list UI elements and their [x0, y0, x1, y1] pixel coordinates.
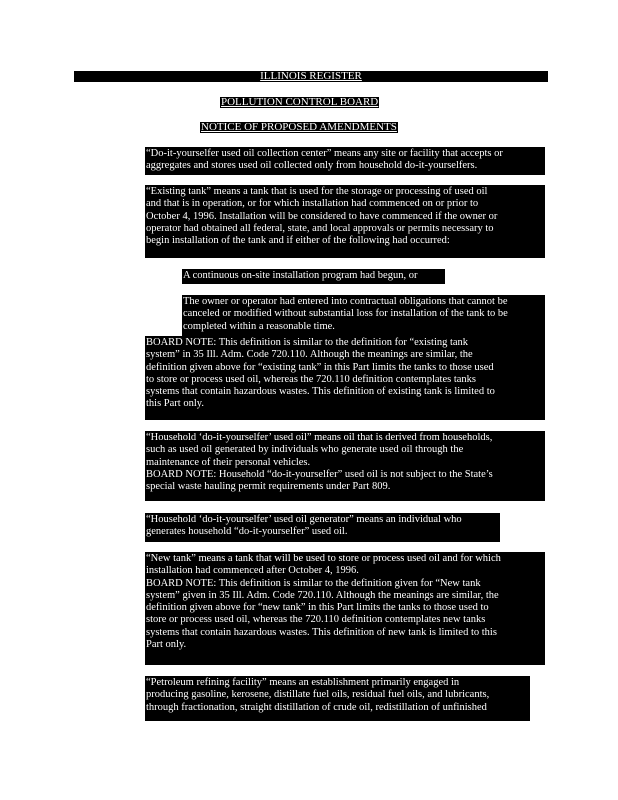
text-line: begin installation of the tank and if either of the following had occurred:: [146, 235, 450, 247]
definition-existing-tank-item-b: [182, 295, 545, 337]
text-line: October 4, 1996. Installation will be considered to have commenced if the owner or: [146, 210, 498, 222]
definition-petroleum-refining: [145, 676, 530, 721]
text-line: this Part only.: [146, 398, 204, 410]
text-line: generates household “do-it-yourselfer” used oil.: [146, 526, 348, 538]
text-line: aggregates and stores used oil collected only from household do-it-yourselfers.: [146, 160, 478, 172]
text-line: system” in 35 Ill. Adm. Code 720.110. Although the meanings are similar, the: [146, 349, 473, 361]
text-line: BOARD NOTE: Household “do-it-yourselfer” used oil is not subject to the State’s: [146, 468, 493, 480]
text-line: maintenance of their personal vehicles.: [146, 456, 311, 468]
text-line: through fractionation, straight distillation of crude oil, redistillation of unfinished: [146, 701, 487, 713]
text-line: Part only.: [146, 639, 187, 651]
text-line: store or process used oil, whereas the 720.110 definition contemplates new tanks: [146, 614, 486, 626]
text-line: BOARD NOTE: This definition is similar to the definition given for “New tank: [146, 577, 481, 589]
definition-household-oil: [145, 431, 545, 501]
definition-existing-tank: [145, 185, 545, 258]
text-line: systems that contain hazardous wastes. This definition of new tank is limited to this: [146, 626, 497, 638]
text-line: “Existing tank” means a tank that is used for the storage or processing of used oil: [146, 186, 488, 197]
text-line: A continuous on-site installation program had begun, or: [183, 270, 418, 281]
text-line: special waste hauling permit requirements under Part 809.: [146, 481, 391, 493]
text-line: operator had obtained all federal, state, and local approvals or permits necessary to: [146, 222, 494, 234]
text-line: producing gasoline, kerosene, distillate fuel oils, residual fuel oils, and lubricants,: [146, 689, 490, 701]
text-line: “Petroleum refining facility” means an establishment primarily engaged in: [146, 677, 460, 688]
register-header: [74, 71, 548, 82]
register-title: ILLINOIS REGISTER: [260, 70, 362, 82]
text-line: to store or process used oil, whereas the 720.110 definition contemplates tanks: [146, 373, 476, 385]
text-line: system” given in 35 Ill. Adm. Code 720.110. Although the meanings are similar, the: [146, 589, 499, 601]
definition-new-tank: [145, 552, 545, 665]
text-line: definition given above for “new tank” in this Part limits the tanks to those used to: [146, 602, 489, 614]
text-line: The owner or operator had entered into contractual obligations that cannot be: [183, 296, 508, 307]
text-line: “Do-it-yourselfer used oil collection center” means any site or facility that accepts or: [146, 148, 503, 159]
text-line: definition given above for “existing tank” in this Part limits the tanks to those used: [146, 361, 494, 373]
text-line: systems that contain hazardous wastes. This definition of existing tank is limited to: [146, 386, 495, 398]
board-note-existing-tank: [145, 336, 545, 420]
text-line: “Household ‘do-it-yourselfer’ used oil” means oil that is derived from households,: [146, 432, 493, 443]
text-line: and that is in operation, or for which installation had commenced on or prior to: [146, 198, 479, 210]
notice-title: NOTICE OF PROPOSED AMENDMENTS: [201, 121, 397, 133]
definition-household-generator: [145, 513, 500, 542]
board-title: POLLUTION CONTROL BOARD: [221, 96, 379, 108]
definition-existing-tank-item-a: [182, 269, 445, 284]
text-line: “Household ‘do-it-yourselfer’ used oil generator” means an individual who: [146, 514, 462, 525]
definition-diy-center: [145, 147, 545, 175]
text-line: “New tank” means a tank that will be used to store or process used oil and for which: [146, 553, 501, 564]
text-line: such as used oil generated by individuals who generate used oil through the: [146, 444, 464, 456]
text-line: BOARD NOTE: This definition is similar to the definition for “existing tank: [146, 337, 469, 348]
text-line: installation had commenced after October 4, 1996.: [146, 565, 359, 577]
text-line: canceled or modified without substantial loss for installation of the tank to be: [183, 308, 508, 320]
text-line: completed within a reasonable time.: [183, 320, 335, 332]
